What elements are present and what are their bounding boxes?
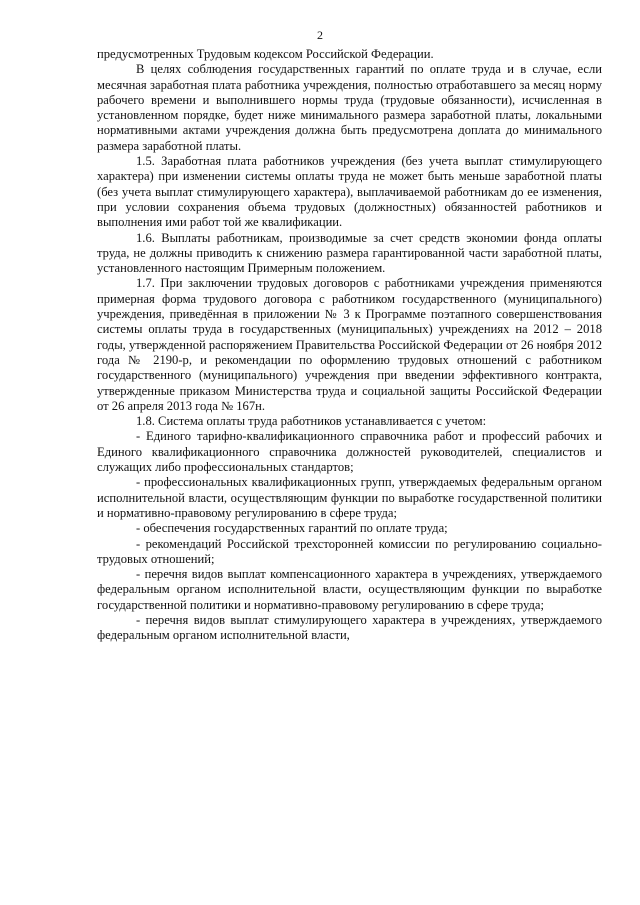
paragraph-continuation: предусмотренных Трудовым кодексом Российской Федерации. [97, 47, 434, 61]
paragraph-1-8: 1.8. Система оплаты труда работников устанавливается с учетом: [136, 414, 487, 429]
list-item-tariff-handbook: - Единого тарифно-квалификационного справочника работ и профессий рабочих и Единого квалификационного справочника должностей руководителей, специалистов и служащих либо профессиональных стандартов; [97, 429, 602, 475]
paragraph-1-6: 1.6. Выплаты работникам, производимые за счет средств экономии фонда оплаты труда, не должны приводить к снижению размера гарантированной части заработной платы, установленного настоящим Примерным положением. [97, 230, 602, 276]
paragraph-minimum-wage: В целях соблюдения государственных гарантий по оплате труда и в случае, если месячная заработная плата работника учреждения, полностью отработавшего за месяц норму рабочего времени и выполнившего нормы труда (трудовые обязанности), исчисленная в установленном порядке, будет ниже минимального размера заработной платы, локальными нормативными актами учреждения должна быть предусмотрена доплата до минимального размера заработной платы. [97, 62, 602, 153]
list-item-incentive-payments: - перечня видов выплат стимулирующего характера в учреждениях, утверждаемого федеральным органом исполнительной власти, [97, 612, 602, 643]
page-number: 2 [317, 28, 323, 42]
paragraph-1-5: 1.5. Заработная плата работников учреждения (без учета выплат стимулирующего характера) при изменении системы оплаты труда не может быть меньше заработной платы (без учета выплат стимулирующего характера), выплачиваемой работникам до ее изменения, при условии сохранения объема трудовых (должностных) обязанностей работников и выполнения ими работ той же квалификации. [97, 154, 602, 230]
list-item-tripartite-commission: - рекомендаций Российской трехсторонней комиссии по регулированию социально-трудовых отношений; [97, 536, 602, 566]
list-item-state-guarantees: - обеспечения государственных гарантий по оплате труда; [136, 521, 448, 536]
paragraph-1-7: 1.7. При заключении трудовых договоров с работниками учреждения применяются примерная форма трудового договора с работником государственного (муниципального) учреждения, приведённая в приложении № 3 к Программе поэтапного совершенствования системы оплаты труда в государственных (муниципальных) учреждениях на 2012 – 2018 годы, утвержденной распоряжением Правительства Российской Федерации от 26 ноября 2012 года № 2190-р, и рекомендации по оформлению трудовых отношений с работником государственного (муниципального) учреждения при введении эффективного контракта, утвержденные приказом Министерства труда и социальной защиты Российской Федерации от 26 апреля 2013 года № 167н. [97, 276, 602, 413]
document-body [97, 47, 602, 644]
list-item-compensation-payments: - перечня видов выплат компенсационного характера в учреждениях, утверждаемого федеральным органом исполнительной власти, осуществляющим функции по выработке государственной политики и нормативно-правовому регулированию в сфере труда; [97, 567, 602, 612]
list-item-qualification-groups: - профессиональных квалификационных групп, утверждаемых федеральным органом исполнительной власти, осуществляющим функции по выработке государственной политики и нормативно-правовому регулированию в сфере труда; [97, 475, 602, 520]
